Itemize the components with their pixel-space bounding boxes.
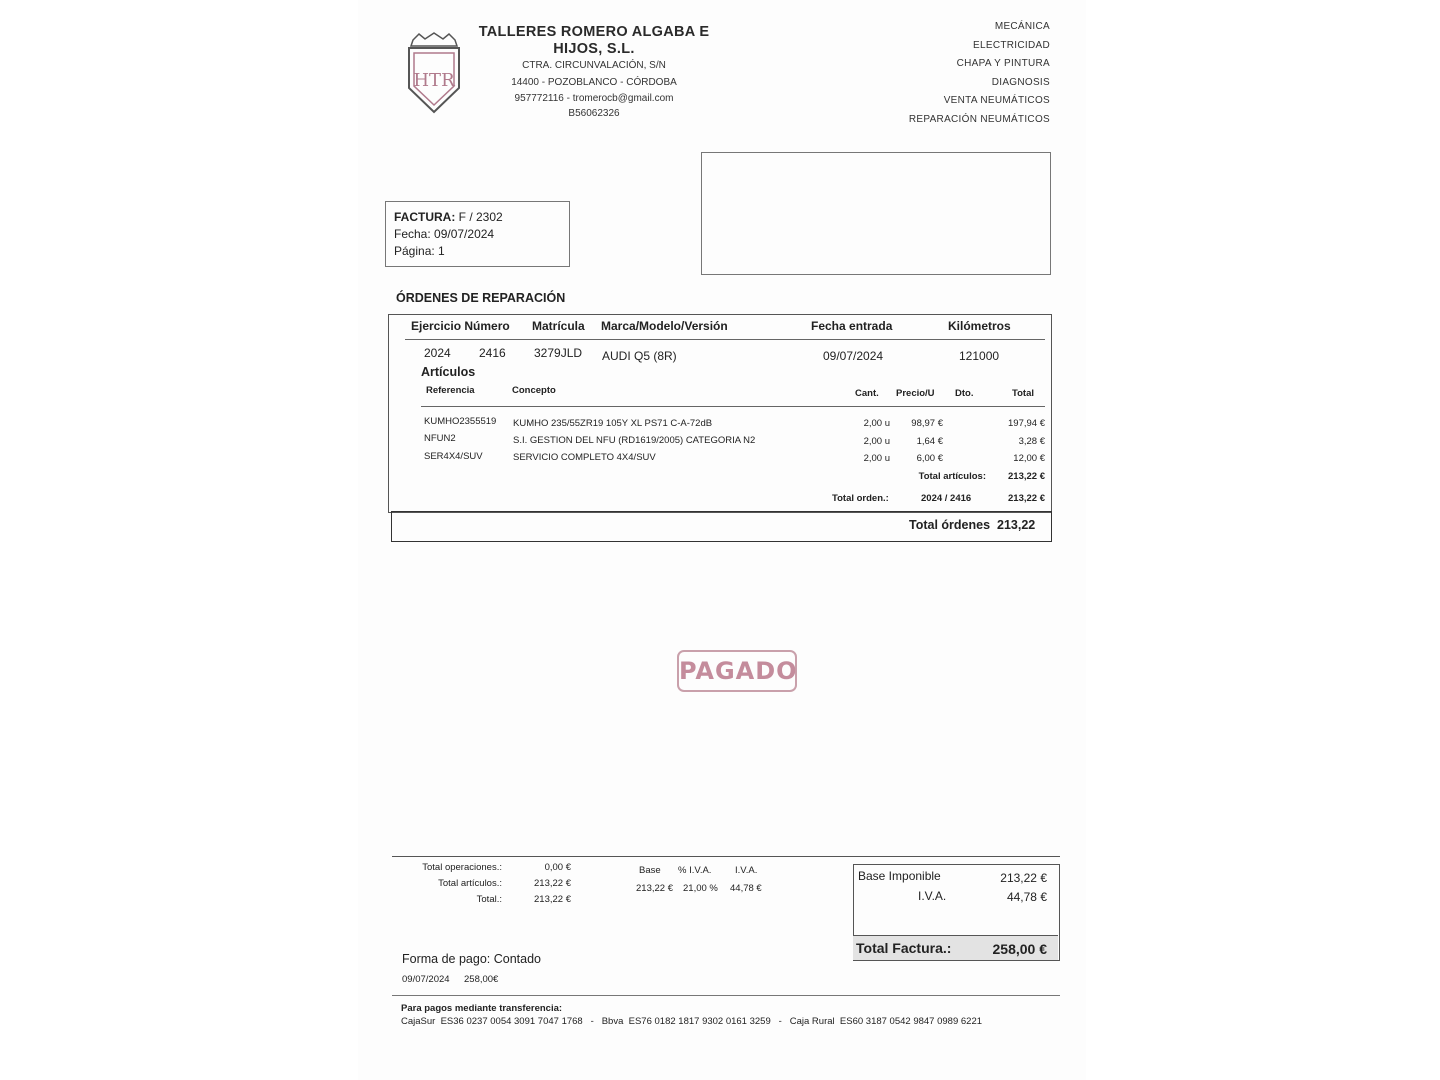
services-list — [909, 18, 1050, 129]
article-ref: SER4X4/SUV — [424, 451, 483, 462]
article-total: 197,94 € — [1008, 418, 1045, 429]
payment-method: Forma de pago: Contado — [402, 952, 541, 966]
company-address: CTRA. CIRCUNVALACIÓN, S/N — [522, 60, 666, 71]
company-city: 14400 - POZOBLANCO - CÓRDOBA — [511, 77, 677, 88]
articles-title: Artículos — [421, 365, 476, 379]
service-item: REPARACIÓN NEUMÁTICOS — [908, 113, 1050, 125]
orders-table — [388, 314, 1052, 513]
total-articulos: 213,22 € — [1008, 471, 1045, 482]
invoice-info-box — [385, 201, 570, 267]
payment-amount: 258,00€ — [464, 974, 499, 985]
vat-iva-label: I.V.A. — [735, 865, 758, 876]
article-concept: SERVICIO COMPLETO 4X4/SUV — [513, 452, 656, 463]
order-numero: 2416 — [479, 346, 506, 360]
summary-iva: 44,78 € — [1006, 890, 1047, 904]
article-concept: S.I. GESTION DEL NFU (RD1619/2005) CATEGORIA N2 — [513, 435, 756, 446]
service-item: CHAPA Y PINTURA — [956, 58, 1050, 69]
art-header-total: Total — [1012, 388, 1034, 399]
bank-intro: Para pagos mediante transferencia: — [401, 1003, 563, 1014]
totals-divider — [392, 856, 1060, 857]
service-item: ELECTRICIDAD — [973, 39, 1050, 51]
summary-total-label: Total Factura.: — [856, 940, 952, 956]
order-km: 121000 — [959, 349, 1000, 363]
vat-base-label: Base — [639, 865, 661, 876]
orders-section-title: ÓRDENES DE REPARACIÓN — [396, 291, 566, 305]
service-item: DIAGNOSIS — [991, 76, 1050, 88]
order-ejercicio: 2024 — [424, 346, 451, 360]
art-header-concept: Concepto — [512, 385, 556, 396]
article-price: 98,97 € — [911, 418, 943, 429]
bank-accounts: CajaSur ES36 0237 0054 3091 7047 1768 - Bbva ES76 0182 1817 9302 0161 3259 - Caja Rural ES60 3187 0542 9847 0989 6221 — [401, 1016, 983, 1027]
company-logo — [405, 32, 463, 114]
article-total: 3,28 € — [1018, 436, 1045, 447]
header-ejercicio-numero: Ejercicio Número — [411, 319, 510, 333]
invoice-date: 09/07/2024 — [434, 227, 495, 241]
vat-iva: 44,78 € — [730, 883, 762, 894]
service-item: MECÁNICA — [994, 21, 1050, 32]
summary-iva-label: I.V.A. — [918, 889, 947, 903]
bank-divider — [392, 995, 1060, 996]
total-articulos-summary-label: Total artículos.: — [438, 878, 502, 889]
order-fecha-entrada: 09/07/2024 — [823, 349, 884, 363]
total-articulos-summary: 213,22 € — [534, 878, 571, 889]
summary-base: 213,22 € — [1000, 871, 1047, 885]
invoice-page: 1 — [438, 244, 445, 258]
total-orden-label: Total orden.: — [832, 493, 889, 504]
invoice-page-label: Página: — [394, 244, 435, 258]
article-ref: NFUN2 — [424, 433, 456, 444]
invoice-label: FACTURA: — [394, 210, 456, 224]
order-marca: AUDI Q5 (8R) — [602, 349, 677, 363]
service-item: VENTA NEUMÁTICOS — [943, 95, 1050, 106]
header-matricula: Matrícula — [532, 319, 585, 333]
total-articulos-label: Total artículos: — [918, 471, 986, 482]
vat-base: 213,22 € — [636, 883, 673, 894]
art-header-dto: Dto. — [955, 388, 974, 399]
total-operaciones: 0,00 € — [544, 862, 571, 873]
vat-pct: 21,00 % — [683, 883, 718, 894]
article-qty: 2,00 u — [863, 418, 890, 429]
art-header-qty: Cant. — [855, 388, 879, 399]
total-label: Total.: — [476, 894, 502, 905]
article-ref: KUMHO2355519 — [424, 416, 497, 427]
company-tax-id: B56062326 — [568, 108, 620, 119]
vat-pct-label: % I.V.A. — [678, 865, 712, 876]
article-qty: 2,00 u — [863, 436, 890, 447]
articles-divider — [421, 406, 1045, 407]
summary-total: 258,00 € — [992, 941, 1047, 957]
article-price: 6,00 € — [916, 453, 943, 464]
total-ordenes-label: Total órdenes — [909, 518, 991, 532]
total-value: 213,22 € — [534, 894, 571, 905]
total-ordenes: 213,22 — [997, 518, 1036, 532]
order-matricula: 3279JLD — [534, 346, 583, 360]
article-concept: KUMHO 235/55ZR19 105Y XL PS71 C-A-72dB — [513, 418, 713, 429]
article-price: 1,64 € — [916, 436, 943, 447]
paid-stamp: PAGADO — [677, 650, 797, 692]
company-contact: 957772116 - tromerocb@gmail.com — [514, 93, 674, 104]
invoice-date-label: Fecha: — [394, 227, 431, 241]
art-header-price: Precio/U — [896, 388, 935, 399]
header-km: Kilómetros — [948, 319, 1011, 333]
total-operaciones-label: Total operaciones.: — [422, 862, 502, 873]
article-total: 12,00 € — [1013, 453, 1045, 464]
header-fecha-entrada: Fecha entrada — [811, 319, 893, 333]
svg-text:HTR: HTR — [413, 70, 455, 91]
invoice-number: F / 2302 — [458, 210, 503, 224]
total-orden-ref: 2024 / 2416 — [921, 493, 972, 504]
art-header-ref: Referencia — [426, 385, 475, 396]
client-address-box — [701, 152, 1051, 275]
article-qty: 2,00 u — [863, 453, 890, 464]
summary-base-label: Base Imponible — [858, 869, 941, 883]
payment-date: 09/07/2024 — [402, 974, 450, 985]
header-marca: Marca/Modelo/Versión — [601, 319, 728, 333]
total-orden: 213,22 € — [1008, 493, 1045, 504]
company-name: TALLERES ROMERO ALGABA E HIJOS, S.L. — [478, 24, 710, 57]
header-divider — [405, 339, 1045, 340]
